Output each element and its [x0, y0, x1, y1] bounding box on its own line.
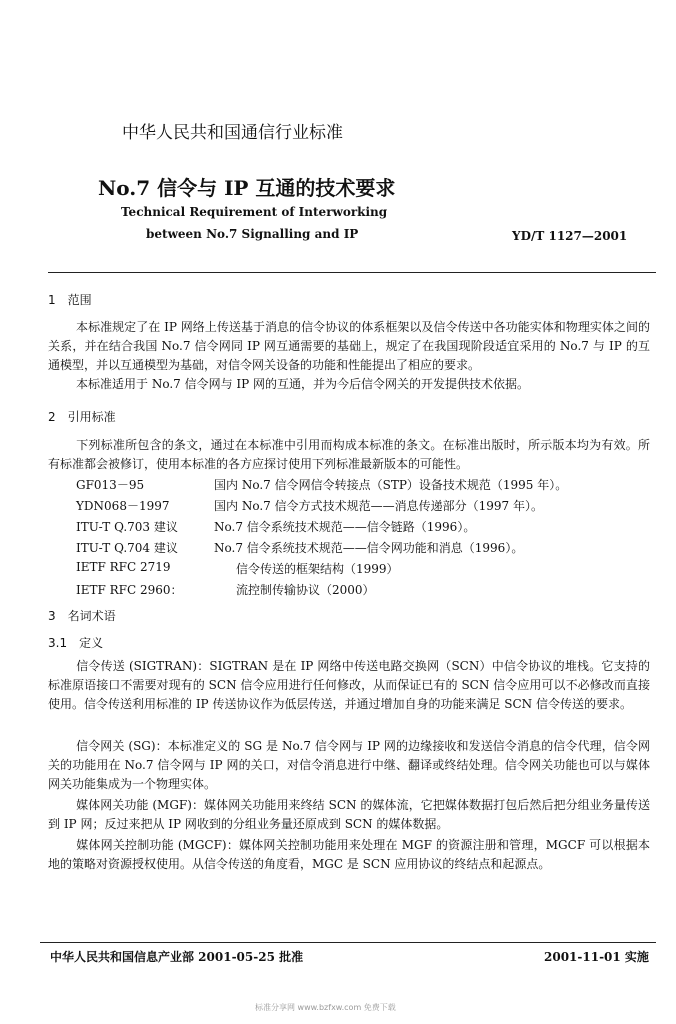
definition-mgf [48, 796, 650, 834]
section-1-heading: 1 范围 [48, 293, 92, 307]
reference-title: 流控制传输协议（2000） [236, 583, 375, 597]
reference-code: YDN068－1997 [76, 499, 170, 513]
implementation-date: 2001-11-01 实施 [544, 950, 649, 964]
reference-title: 信令传送的框架结构（1999） [236, 562, 399, 576]
reference-code: ITU-T Q.703 建议 [76, 520, 178, 534]
document-title-chinese: No.7 信令与 IP 互通的技术要求 [98, 176, 396, 200]
download-watermark: 标准分享网 www.bzfxw.com 免费下载 [255, 1003, 396, 1012]
reference-title: No.7 信令系统技术规范——信令网功能和消息（1996）。 [214, 541, 524, 555]
definition-sg [48, 737, 650, 794]
scope-paragraph-2-text: 本标准适用于 No.7 信令网与 IP 网的互通，并为今后信令网关的开发提供技术依据。 [76, 377, 530, 391]
section-3-heading: 3 名词术语 [48, 609, 116, 623]
definition-mgcf [48, 836, 650, 874]
approval-statement: 中华人民共和国信息产业部 2001-05-25 批准 [50, 950, 304, 964]
definition-sg-text: 信令网关 (SG)：本标准定义的 SG 是 No.7 信令网与 IP 网的边缘接收和发送信令消息的信令代理，信令网关的功能用在 No.7 信令网与 IP 网的关口，对信令消息进行中继、翻译或终结处理。信令网关功能也可以与媒体网关功能集成为一个物理实体。 [48, 739, 650, 791]
definition-mgf-text: 媒体网关功能 (MGF)：媒体网关功能用来终结 SCN 的媒体流，它把媒体数据打包后然后把分组业务量传送到 IP 网；反过来把从 IP 网收到的分组业务量还原成到 SCN 的媒体数据。 [48, 798, 650, 831]
reference-title: 国内 No.7 信令方式技术规范——消息传递部分（1997 年）。 [214, 499, 543, 513]
definition-sigtran-text: 信令传送 (SIGTRAN)：SIGTRAN 是在 IP 网络中传送电路交换网（SCN）中信令协议的堆栈。它支持的标准原语接口不需要对现有的 SCN 信令应用进行任何修改，从而保证已有的 SCN 信令应用可以不必修改而直接使用。信令传送利用标准的 IP 传送协议作为低层传送，并通过增加自身的功能来满足 SCN 信令传送的要求。 [48, 659, 650, 711]
document-title-english-line2: between No.7 Signalling and IP [146, 227, 359, 241]
reference-title: 国内 No.7 信令网信令转接点（STP）设备技术规范（1995 年）。 [214, 478, 568, 492]
footer-divider [40, 942, 656, 943]
standard-code: YD/T 1127—2001 [512, 229, 628, 243]
references-intro-text: 下列标准所包含的条文，通过在本标准中引用而构成本标准的条文。在标准出版时，所示版本均为有效。所有标准都会被修订，使用本标准的各方应探讨使用下列标准最新版本的可能性。 [48, 438, 650, 471]
document-title-english-line1: Technical Requirement of Interworking [121, 205, 388, 219]
definition-mgcf-text: 媒体网关控制功能 (MGCF)：媒体网关控制功能用来处理在 MGF 的资源注册和管理，MGCF 可以根据本地的策略对资源授权使用。从信令传送的角度看，MGC 是 SCN 应用协议的终结点和起源点。 [48, 838, 650, 871]
reference-title: No.7 信令系统技术规范——信令链路（1996）。 [214, 520, 476, 534]
scope-paragraph-1-text: 本标准规定了在 IP 网络上传送基于消息的信令协议的体系框架以及信令传送中各功能实体和物理实体之间的关系，并在结合我国 No.7 信令网同 IP 网互通需要的基础上，规定了在我国现阶段适宜采用的 No.7 与 IP 的互通模型，并以互通模型为基础，对信令网关设备的功能和性能提出了相应的要求。 [48, 320, 650, 372]
reference-code: IETF RFC 2719 [76, 560, 171, 574]
definition-sigtran [48, 657, 650, 714]
issuing-organization: 中华人民共和国通信行业标准 [122, 123, 343, 143]
subsection-3-1-heading: 3.1 定义 [48, 636, 104, 650]
scope-paragraph-1 [48, 318, 650, 375]
header-divider [48, 272, 656, 273]
section-2-heading: 2 引用标准 [48, 410, 116, 424]
reference-code: ITU-T Q.704 建议 [76, 541, 178, 555]
reference-code: IETF RFC 2960： [76, 583, 183, 597]
references-intro [48, 436, 650, 474]
reference-code: GF013－95 [76, 478, 145, 492]
scope-paragraph-2 [48, 375, 650, 394]
